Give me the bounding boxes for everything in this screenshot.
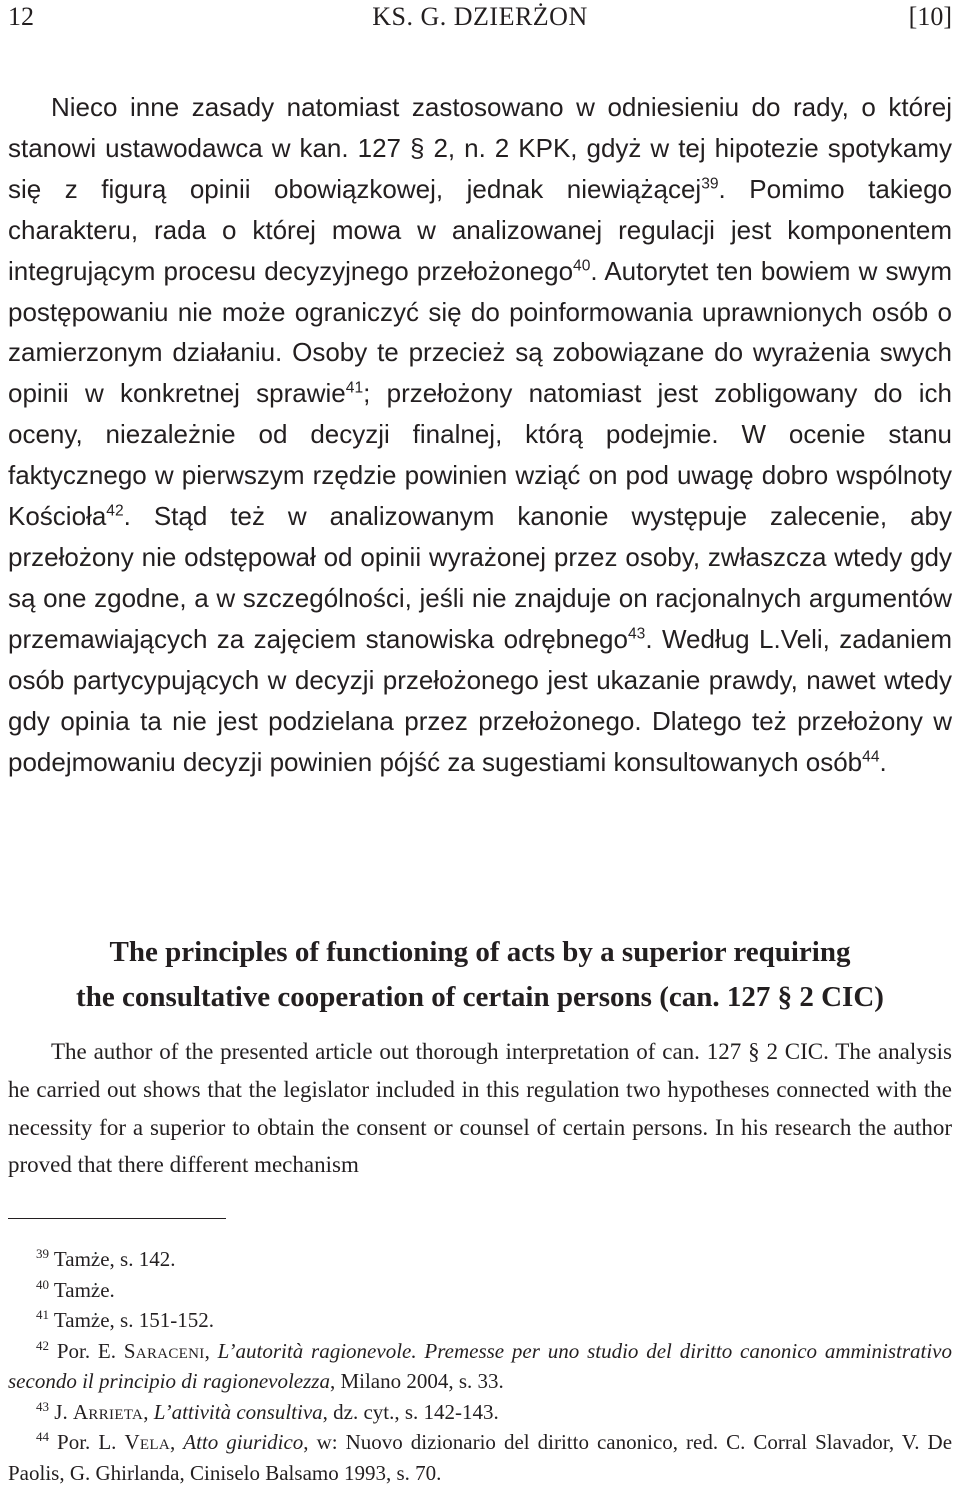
- footnote-number: 39: [36, 1246, 50, 1261]
- text-segment: . Autorytet ten bowiem w swym postępowaniu nie może ograniczyć się do poinformowania uprawnionych osób o zamierzonym działaniu. Osoby te przecież są zobowiązane do wyrażenia swych opinii w konkretnej sprawie: [8, 255, 952, 409]
- footnote-separator-text: ,: [143, 1399, 154, 1424]
- footnote-author: Vela: [124, 1430, 170, 1454]
- text-segment: . Według L.Veli, zadaniem osób partycypujących w decyzji przełożonego jest ukazanie prawdy, nawet wtedy gdy opinia ta nie jest podzielana przez przełożonego. Dlatego też przełożony w podejmowaniu decyzji powinien pójść za sugestiami konsultowanych osób: [8, 623, 952, 777]
- footnote: [8, 1427, 952, 1488]
- footnote: [8, 1336, 952, 1397]
- body-paragraph: [8, 87, 952, 782]
- footnote-prefix: J.: [54, 1399, 73, 1424]
- footnote-number: 44: [36, 1429, 50, 1444]
- page-number: 12: [8, 2, 34, 31]
- footnote-ref-39: 39: [701, 175, 719, 193]
- footnote-work-title: L’attività consultiva: [153, 1399, 323, 1424]
- footnote-separator: [8, 1218, 226, 1219]
- footnote-work-title: Atto giuridico: [183, 1430, 304, 1454]
- text-segment: .: [879, 746, 887, 777]
- footnote: [8, 1275, 952, 1306]
- text-segment: Nieco inne zasady natomiast zastosowano w odniesieniu do rady, o której stanowi ustawodawca w kan. 127 § 2, n. 2 KPK, gdyż w tej hipotezie spotykamy się z figurą opinii obowiązkowej, jednak niewiążącej: [8, 92, 952, 204]
- running-author: KS. G. DZIERŻON: [372, 2, 588, 31]
- text-segment: . Pomimo takiego charakteru, rada o której mowa w analizowanej regulacji jest komponentem integrującym procesu decyzyjnego przełożonego: [8, 173, 952, 286]
- summary-abstract: [8, 1033, 952, 1184]
- footnotes: [8, 1244, 952, 1488]
- footnote-number: 41: [36, 1307, 50, 1322]
- issue-number: [10]: [908, 2, 952, 31]
- footnote-ref-43: 43: [627, 625, 646, 643]
- footnote-ref-42: 42: [106, 502, 124, 520]
- summary-title-line-2: the consultative cooperation of certain persons (can. 127 § 2 CIC): [76, 981, 884, 1013]
- footnote: [8, 1305, 952, 1336]
- footnote-author: Arrieta: [72, 1399, 144, 1424]
- footnote-number: 42: [36, 1337, 50, 1353]
- footnote-prefix: Por. L.: [57, 1430, 125, 1454]
- footnote: [8, 1244, 952, 1275]
- footnote-ref-44: 44: [862, 747, 880, 765]
- footnote-separator-text: ,: [169, 1430, 184, 1454]
- footnote-text: Tamże.: [53, 1277, 115, 1302]
- footnote: [8, 1397, 952, 1428]
- running-header: [8, 0, 952, 40]
- abstract-text: The author of the presented article out thorough interpretation of can. 127 § 2 CIC. The analysis he carried out shows that the legislator included in this regulation two hypotheses connected with the necessity for a superior to obtain the consent or counsel of certain persons. In his research the author proved that there different mechanism: [8, 1039, 952, 1178]
- footnote-prefix: Por. E.: [56, 1338, 124, 1363]
- main-paragraph: [8, 87, 952, 782]
- footnote-suffix: , w: Nuovo dizionario del diritto canonico, red. C. Corral Slavador, V. De Paolis, G. Ghirlanda, Ciniselo Balsamo 1993, s. 70.: [8, 1430, 953, 1485]
- summary-title: [8, 930, 952, 1020]
- footnote-text: Tamże, s. 151-152.: [53, 1308, 214, 1332]
- footnote-separator-text: ,: [204, 1338, 218, 1363]
- text-segment: . Stąd też w analizowanym kanonie występuje zalecenie, aby przełożony nie odstępował od opinii wyrażonej przez osoby, zwłaszcza wtedy gdy są one zgodne, a w szczególności, jeśli nie znajduje on racjonalnych argumentów przemawiających za zajęciem stanowiska odrębnego: [8, 501, 952, 654]
- footnote-number: 40: [36, 1276, 50, 1292]
- summary-title-line-1: The principles of functioning of acts by a superior requiring: [109, 936, 851, 968]
- footnote-ref-40: 40: [573, 256, 591, 274]
- footnote-text: Tamże, s. 142.: [53, 1247, 176, 1271]
- footnote-number: 43: [36, 1398, 50, 1414]
- footnote-suffix: , Milano 2004, s. 33.: [329, 1369, 504, 1393]
- footnote-ref-41: 41: [345, 379, 364, 397]
- footnote-author: Saraceni: [123, 1338, 205, 1363]
- footnote-work-title: L’autorità ragionevole. Premesse per uno studio del diritto canonico amministrativo secondo il principio di ragionevolezza: [8, 1338, 953, 1393]
- footnote-suffix: , dz. cyt., s. 142-143.: [322, 1399, 499, 1424]
- text-segment: ; przełożony natomiast jest zobligowany do ich oceny, niezależnie od decyzji finalnej, którą podejmie. W ocenie stanu faktycznego w pierwszym rzędzie powinien wziąć on pod uwagę dobro wspólnoty Kościoła: [8, 378, 952, 532]
